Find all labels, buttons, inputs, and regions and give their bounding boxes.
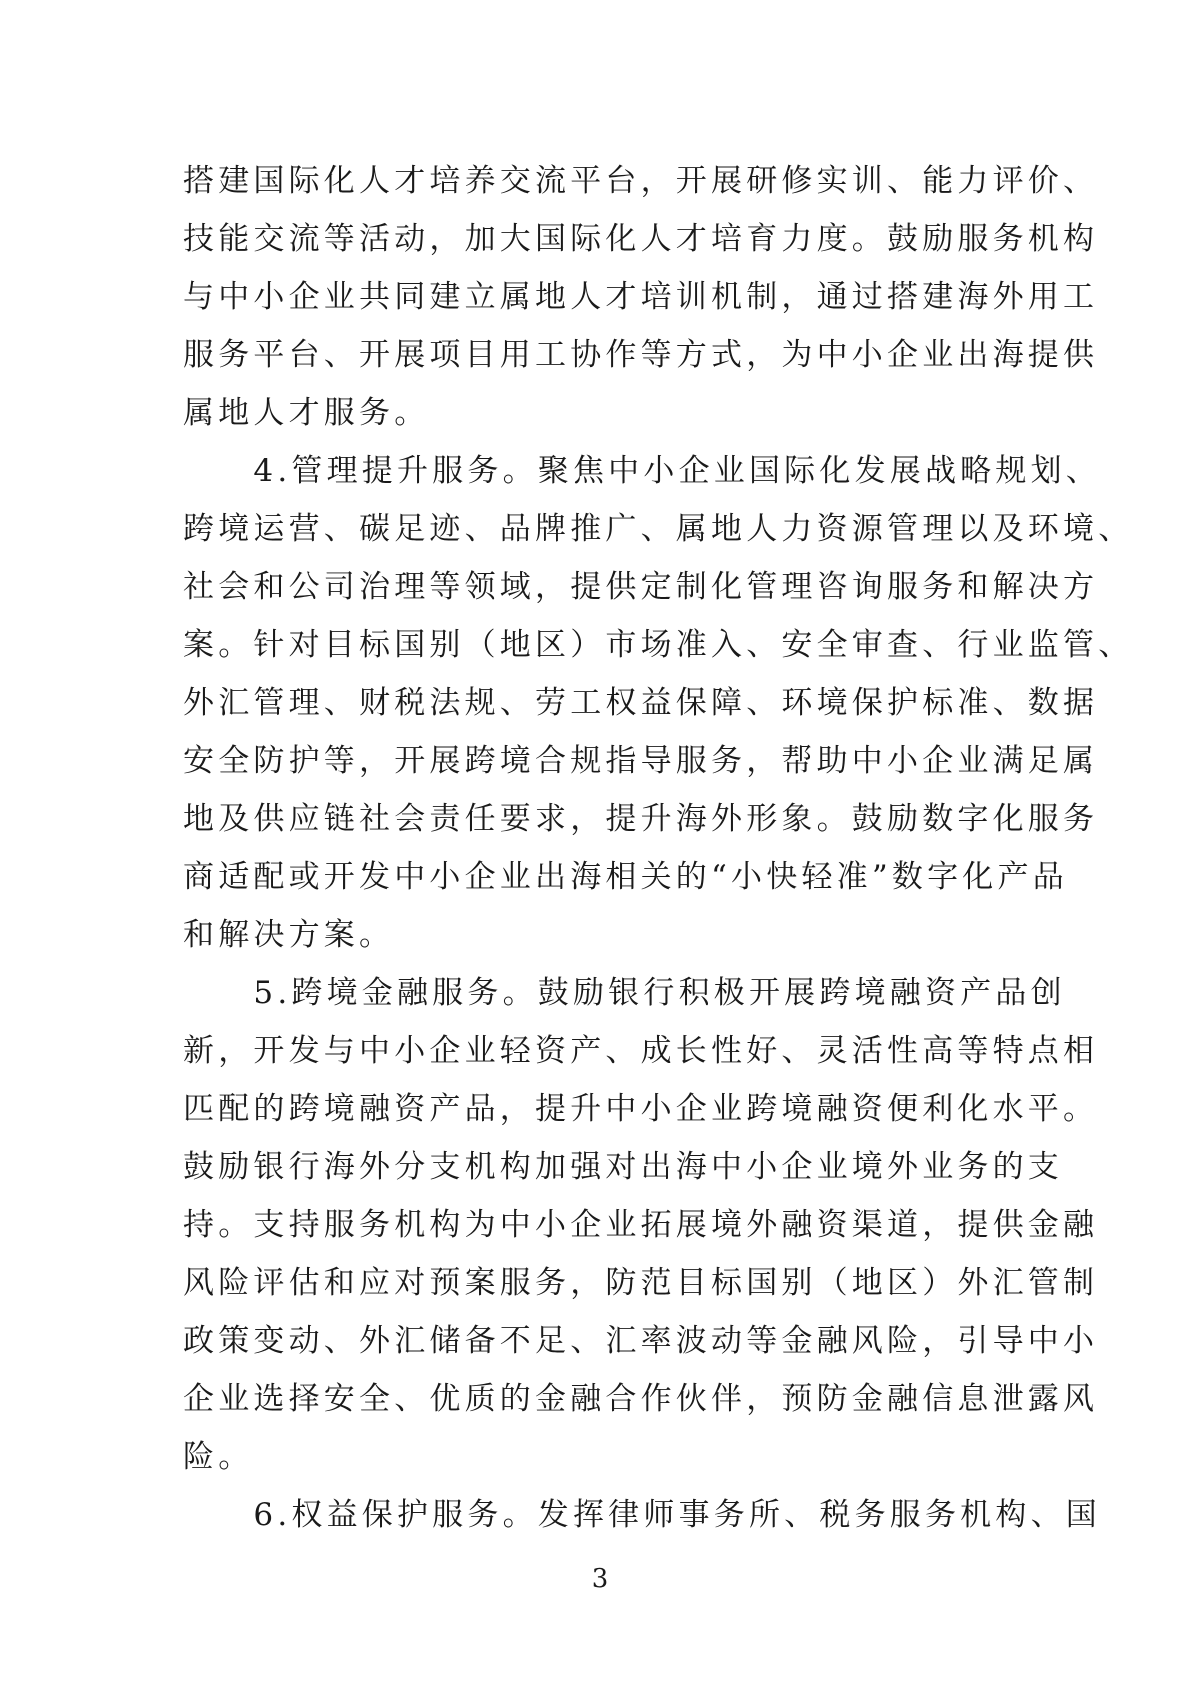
- text-line: 鼓励银行海外分支机构加强对出海中小企业境外业务的支: [183, 1149, 1063, 1185]
- text-line: 商适配或开发中小企业出海相关的“小快轻准”数字化产品: [183, 859, 1068, 895]
- section-5-heading-line: 5.跨境金融服务。鼓励银行积极开展跨境融资产品创: [183, 975, 1066, 1011]
- text-line: 险。: [183, 1439, 254, 1475]
- document-body: [183, 152, 1134, 1544]
- text-line: 和解决方案。: [183, 917, 395, 953]
- text-line: 政策变动、外汇储备不足、汇率波动等金融风险，引导中小: [183, 1323, 1099, 1359]
- text-line: 外汇管理、财税法规、劳工权益保障、环境保护标准、数据: [183, 685, 1099, 721]
- text-line: 地及供应链社会责任要求，提升海外形象。鼓励数字化服务: [183, 801, 1099, 837]
- text-line: 跨境运营、碳足迹、品牌推广、属地人力资源管理以及环境、: [183, 511, 1134, 547]
- text-line: 与中小企业共同建立属地人才培训机制，通过搭建海外用工: [183, 279, 1099, 315]
- page-number: 3: [591, 1564, 609, 1594]
- text-line: 服务平台、开展项目用工协作等方式，为中小企业出海提供: [183, 337, 1099, 373]
- text-line: 搭建国际化人才培养交流平台，开展研修实训、能力评价、: [183, 163, 1099, 199]
- text-line: 社会和公司治理等领域，提供定制化管理咨询服务和解决方: [183, 569, 1099, 605]
- text-line: 匹配的跨境融资产品，提升中小企业跨境融资便利化水平。: [183, 1091, 1099, 1127]
- text-line: 案。针对目标国别（地区）市场准入、安全审查、行业监管、: [183, 627, 1134, 663]
- text-line: 企业选择安全、优质的金融合作伙伴，预防金融信息泄露风: [183, 1381, 1099, 1417]
- text-line: 属地人才服务。: [183, 395, 430, 431]
- text-line: 新，开发与中小企业轻资产、成长性好、灵活性高等特点相: [183, 1033, 1099, 1069]
- text-line: 安全防护等，开展跨境合规指导服务，帮助中小企业满足属: [183, 743, 1099, 779]
- text-line: 技能交流等活动，加大国际化人才培育力度。鼓励服务机构: [183, 221, 1099, 257]
- text-line: 持。支持服务机构为中小企业拓展境外融资渠道，提供金融: [183, 1207, 1099, 1243]
- section-4-heading-line: 4.管理提升服务。聚焦中小企业国际化发展战略规划、: [183, 453, 1101, 489]
- section-6-heading-line: 6.权益保护服务。发挥律师事务所、税务服务机构、国: [183, 1497, 1101, 1533]
- text-line: 风险评估和应对预案服务，防范目标国别（地区）外汇管制: [183, 1265, 1099, 1301]
